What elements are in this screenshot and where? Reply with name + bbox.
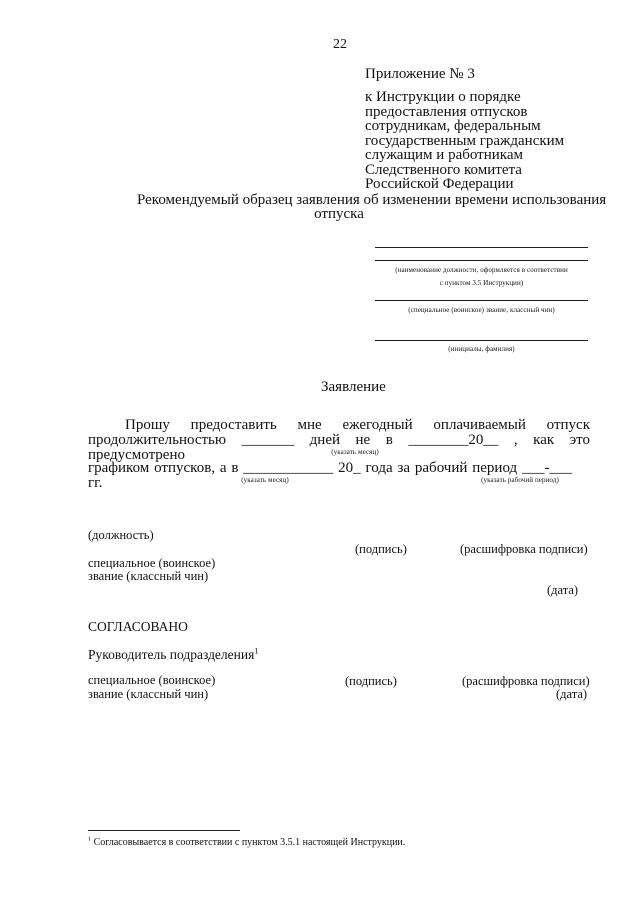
appendix-line: предоставления отпусков [365, 103, 528, 120]
appendix-line: Российской Федерации [365, 176, 514, 192]
date-label: (дата) [547, 583, 579, 597]
form-title-line2: отпуска [314, 206, 364, 222]
addressee-rank-caption: (специальное (воинское) звание, классный чин) [408, 306, 555, 314]
footnote-separator [88, 830, 240, 831]
addressee-rank-line [375, 300, 588, 301]
footnote-mark: 1 [88, 835, 92, 843]
footnote [88, 835, 406, 848]
appendix-line: к Инструкции о порядке [365, 89, 521, 105]
signature-decoding-label: (расшифровка подписи) [460, 542, 588, 556]
position-label: (должность) [88, 528, 154, 542]
head-of-unit-text: Руководитель подразделения [88, 647, 255, 662]
footnote-text: Согласовывается в соответствии с пунктом 3.5.1 настоящей Инструкции. [93, 837, 406, 848]
appendix-title: Приложение № 3 [365, 66, 475, 82]
head-of-unit-label [88, 648, 259, 662]
addressee-name-line [375, 340, 588, 341]
appendix-line: сотрудникам, федеральным [365, 118, 541, 134]
rank-label: специальное (воинское) [88, 556, 216, 570]
appendix-reference [365, 90, 564, 192]
statement-line-3: графиком отпусков, а в ____________ 20_ года за рабочий период ___-___ гг. [88, 460, 572, 491]
footnote-mark: 1 [254, 646, 259, 656]
form-title-line1: Рекомендуемый образец заявления об изменении времени использования [137, 192, 607, 208]
addressee-position-caption: (наименование должности, оформляется в соответствии [395, 266, 568, 274]
statement-line-2: продолжительностью _______ дней не в ________20__ , как это предусмотрено [88, 432, 590, 463]
date-label: (дата) [556, 687, 588, 701]
appendix-line: Следственного комитета [365, 161, 522, 178]
page-number: 22 [333, 37, 347, 52]
work-period-caption: (указать рабочий период) [481, 476, 559, 484]
appendix-line: государственным гражданским [365, 132, 565, 149]
addressee-position-line [375, 247, 588, 248]
approval-heading: СОГЛАСОВАНО [88, 619, 188, 634]
appendix-line: служащим и работникам [365, 147, 523, 163]
statement-line-1: Прошу предоставить мне ежегодный оплачиваемый отпуск [125, 417, 590, 433]
addressee-position-line [375, 260, 588, 261]
month-caption: (указать месяц) [241, 476, 289, 484]
month-caption: (указать месяц) [331, 448, 379, 456]
addressee-name-caption: (инициалы, фамилия) [448, 345, 515, 353]
addressee-position-caption: с пунктом 3.5 Инструкции) [439, 279, 524, 287]
rank-label: звание (классный чин) [88, 569, 209, 583]
rank-label: специальное (воинское) [88, 673, 216, 687]
signature-label: (подпись) [345, 674, 397, 688]
statement-heading: Заявление [321, 379, 386, 395]
signature-label: (подпись) [355, 542, 407, 556]
signature-decoding-label: (расшифровка подписи) [462, 674, 590, 688]
rank-label: звание (классный чин) [88, 687, 209, 701]
